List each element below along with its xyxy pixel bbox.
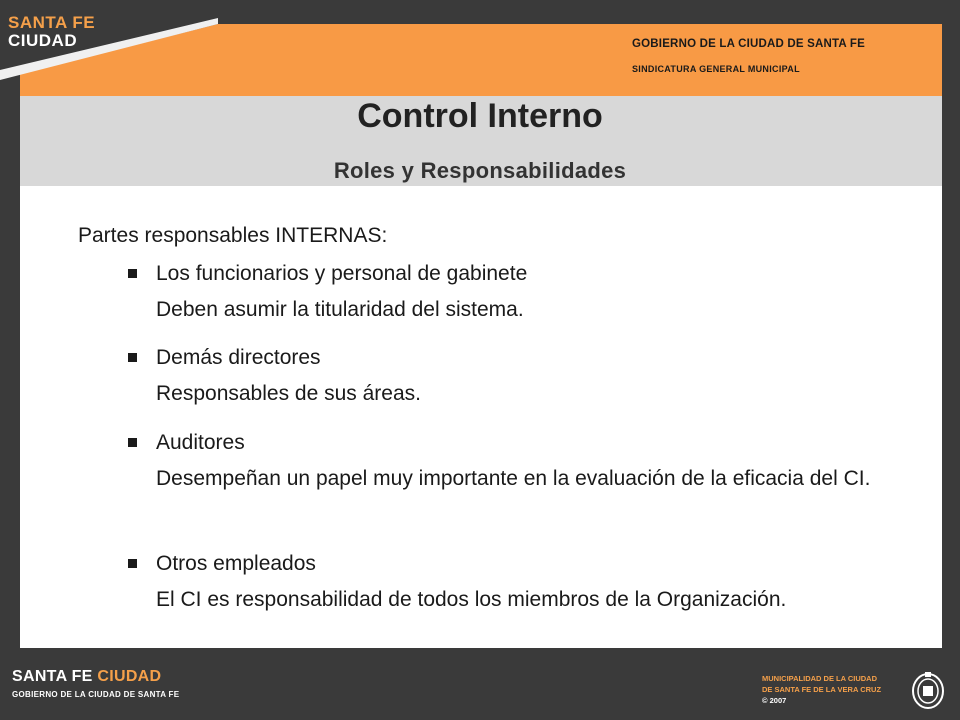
logo-line-2: CIUDAD [8, 31, 78, 50]
slide-subtitle: Roles y Responsabilidades [333, 158, 627, 183]
intro-text: Partes responsables INTERNAS: [78, 224, 388, 247]
list-item [128, 550, 908, 614]
square-bullet-icon [128, 559, 137, 568]
footer-logo-white: SANTA FE [12, 668, 93, 685]
item-heading: Demás directores [156, 346, 321, 369]
square-bullet-icon [128, 269, 137, 278]
slide-content [20, 186, 942, 648]
footer-copyright: © 2007 [762, 696, 787, 705]
square-bullet-icon [128, 353, 137, 362]
government-subtitle: SINDICATURA GENERAL MUNICIPAL [632, 64, 800, 74]
brand-logo-top [8, 14, 95, 49]
item-description: Deben asumir la titularidad del sistema. [156, 298, 524, 321]
footer-municipality [762, 673, 881, 706]
city-seal-icon [910, 670, 946, 710]
square-bullet-icon [128, 438, 137, 447]
footer-muni-line-2: DE SANTA FE DE LA VERA CRUZ [762, 685, 882, 694]
list-item [128, 344, 908, 408]
item-heading: Auditores [156, 431, 245, 454]
item-description: Desempeñan un papel muy importante en la evaluación de la eficacia del CI. [156, 467, 871, 490]
list-item [128, 260, 908, 324]
item-heading: Otros empleados [156, 552, 316, 575]
footer-logo [12, 668, 161, 686]
government-title: GOBIERNO DE LA CIUDAD DE SANTA FE [632, 38, 865, 50]
item-description: Responsables de sus áreas. [156, 382, 421, 405]
footer-muni-line-1: MUNICIPALIDAD DE LA CIUDAD [762, 674, 877, 683]
list-item [128, 429, 908, 493]
footer-logo-orange: CIUDAD [97, 668, 162, 685]
item-description: El CI es responsabilidad de todos los miembros de la Organización. [156, 588, 787, 611]
logo-line-1: SANTA FE [8, 13, 96, 32]
footer-government-text: GOBIERNO DE LA CIUDAD DE SANTA FE [12, 690, 180, 699]
item-heading: Los funcionarios y personal de gabinete [156, 262, 528, 285]
slide-title: Control Interno [357, 97, 603, 135]
